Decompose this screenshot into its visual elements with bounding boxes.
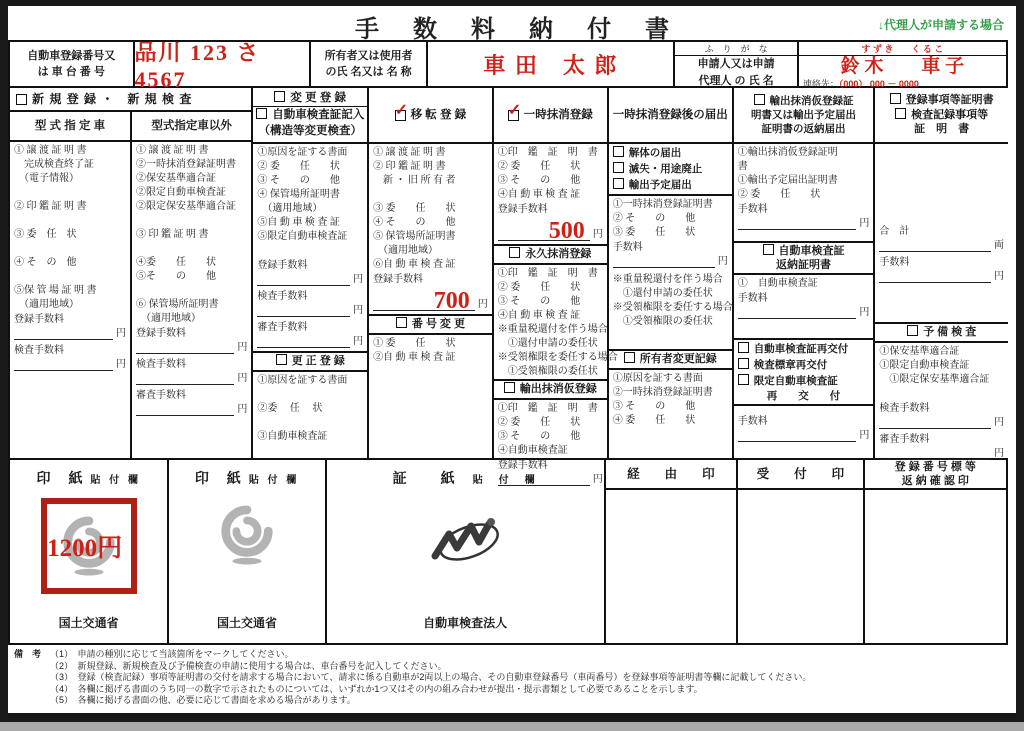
contact-label: 連絡先： (802, 79, 839, 89)
fee-input-line[interactable] (879, 416, 991, 429)
column-post-deletion-notification (609, 88, 734, 458)
fee-label: 手数料 (879, 257, 910, 268)
agent-note: ↓代理人が申請する場合 (877, 18, 1004, 32)
checkbox-icon[interactable] (613, 178, 624, 189)
form-line: （1） 申請の種別に応じて当該箇所をマークしてください。 (50, 649, 294, 659)
form-line: ⑤保 管 場 証 明 書 (14, 285, 97, 296)
fee-field (253, 289, 367, 320)
yen-unit: 円 (477, 299, 488, 310)
form-line (136, 284, 247, 298)
form-line: （5） 各欄に掲げる書面の他、必要に応じて書面を求める場合があります。 (50, 695, 356, 705)
form-line: ③ そ の 他 (497, 175, 581, 186)
fee-field (875, 401, 1008, 432)
form-line: ①限定保安基準適合証 (879, 374, 990, 385)
column-export-certificate-return (734, 88, 876, 458)
section-title: 永久抹消登録 (525, 248, 592, 260)
fee-field (734, 202, 874, 233)
form-line (136, 242, 247, 256)
fee-field (132, 326, 251, 357)
fee-label: 審査手数料 (257, 322, 308, 333)
form-line: ②限定自動車検査証 (136, 187, 226, 198)
checkbox-option[interactable] (613, 177, 728, 193)
section-header-post-deletion (609, 88, 732, 144)
form-line: ⑤自 動 車 検 査 証 (257, 217, 340, 228)
fee-field (609, 240, 732, 271)
checkbox-icon[interactable] (256, 108, 267, 119)
checked-checkbox-icon[interactable] (508, 110, 519, 121)
fee-input-line[interactable] (257, 273, 350, 286)
yen-unit: 円 (592, 229, 603, 240)
checkbox-label: 輸出予定届出 (628, 179, 692, 191)
plate-return-seal-cell (865, 460, 1006, 643)
reception-seal-header: 受 付 印 (738, 460, 863, 490)
fee-field (875, 432, 1008, 463)
scan-edge-strip (0, 722, 1024, 731)
checkbox-icon[interactable] (274, 91, 285, 102)
checkbox-icon[interactable] (504, 382, 515, 393)
form-line: ①受領権限の委任状 (612, 316, 713, 327)
fee-field (734, 414, 874, 445)
yen-unit: 円 (859, 218, 870, 229)
fee-input-line[interactable] (879, 270, 991, 283)
stamp-header: 印 紙 貼 付 欄 (194, 470, 300, 486)
checkbox-label: 滅失・用途廃止 (628, 163, 703, 175)
type-designated-title: 型 式 指 定 車 (10, 112, 132, 140)
section-title: 輸出抹消仮登録証 (769, 94, 854, 107)
mlit-logo-icon (218, 504, 276, 566)
form-line: ※受領権限を委任する場合 (612, 302, 733, 313)
form-line: ①原因を証する書面 (257, 375, 348, 386)
total-input-line[interactable] (879, 239, 991, 252)
certificate-stamp-cell (327, 460, 606, 643)
section-title: 新 規 登 録 ・ 新 規 検 査 (32, 92, 193, 106)
reissue-check-group (734, 338, 874, 406)
form-line (14, 242, 126, 256)
section-title: 変 更 登 録 (290, 91, 346, 104)
applicant-name-label: 申請人又は申請 代理人 の 氏 名 (697, 58, 775, 87)
section-title: 検査記録事項等 (911, 108, 989, 121)
section-header-export-deletion (494, 379, 607, 400)
form-line: （3） 登録（検査記録）事項等証明書の交付を請求する場合において、請求に係る自動車が2両以上の場合、その自動車登録番号（車両番号）を登録事項等証明書等欄に記載してください。 (50, 672, 812, 682)
form-line: ② 印 鑑 証 明 書 (14, 201, 87, 212)
navi-logo-icon (423, 512, 507, 570)
fee-input-line[interactable] (136, 341, 234, 354)
form-line: ③ 委 任 状 (612, 227, 696, 238)
form-line: ④ 委 任 状 (612, 415, 696, 426)
fee-field (875, 255, 1008, 286)
applicant-name-field[interactable]: 鈴 木 車 子 (840, 56, 965, 77)
form-line: ①還付申請の委任状 (612, 288, 713, 299)
form-line: ※受領権限を委任する場合 (497, 352, 618, 363)
fee-label: 検査手数料 (136, 359, 186, 370)
yen-unit: 円 (237, 404, 248, 415)
type-other-title: 型式指定車以外 (151, 120, 232, 132)
checkbox-icon[interactable] (276, 354, 287, 365)
section-subtitle: 返納証明書 (776, 259, 832, 271)
section-title: 更 正 登 録 (291, 355, 345, 367)
form-line: ③ 委 任 状 (14, 229, 77, 240)
yen-unit: 円 (237, 342, 248, 353)
form-line: （電子情報） (14, 173, 79, 184)
form-line: ③ 委 任 状 (373, 203, 456, 214)
form-line (879, 387, 1004, 401)
reissue-wrap-label: 再 交 付 (766, 390, 841, 402)
checkbox-icon[interactable] (624, 352, 635, 363)
stamp-header: 印 紙 貼 付 欄 (36, 470, 141, 486)
checkbox-label: 自動車検査証再交付 (753, 343, 849, 355)
yen-unit: 円 (237, 373, 248, 384)
header-table (8, 39, 1008, 92)
fee-input-line[interactable] (14, 327, 113, 340)
form-line: ② 委 任 状 (737, 189, 821, 200)
section-header-correction (253, 351, 367, 372)
new-reg-body (10, 142, 251, 458)
form-line: ②一時抹消登録証明書 (612, 387, 713, 398)
ryo-unit: 両 (994, 240, 1004, 251)
stamp-org-label: 国土交通省 (58, 616, 119, 630)
section-header-change-registration (253, 88, 367, 144)
form-line: ①輸出予定届出証明書 (737, 175, 838, 186)
form-line: ②委 任 状 (257, 403, 323, 414)
form-line: ⑤そ の 他 (136, 271, 216, 282)
form-line: （適用地域） (257, 203, 323, 214)
fee-label: 手数料 (737, 293, 768, 304)
column-certificates (875, 88, 1008, 458)
checkbox-option[interactable] (613, 145, 728, 161)
fee-field (10, 312, 130, 343)
form-line: ③ そ の 他 (497, 296, 581, 307)
form-line (14, 270, 126, 284)
checkbox-label: 検査標章再交付 (753, 359, 828, 371)
stamp-org-label: 国土交通省 (217, 616, 278, 630)
yen-unit: 円 (353, 274, 364, 285)
form-line (136, 214, 247, 228)
column-change-registration (253, 88, 369, 458)
reg-number-field[interactable]: 品川 123 さ 4567 (135, 42, 311, 86)
via-seal-header: 経 由 印 (606, 460, 736, 490)
fee-input-line[interactable] (738, 429, 857, 442)
owner-name-field[interactable]: 車 田 太 郎 (428, 42, 675, 86)
form-line: ①印 鑑 証 明 書 (497, 147, 598, 158)
handwritten-amount[interactable]: 700 (433, 288, 470, 314)
form-line: ④自 動 車 検 査 証 (497, 310, 581, 321)
checkbox-icon[interactable] (895, 108, 906, 119)
page-title: 手数料納付書 (355, 17, 703, 43)
column-new-registration (10, 88, 253, 458)
form-line: ①受領権限の委任状 (497, 366, 598, 377)
section-title: 移 転 登 録 (410, 109, 467, 121)
reception-seal-cell (738, 460, 865, 643)
revenue-stamp-cell-2 (169, 460, 326, 643)
checkbox-icon[interactable] (396, 317, 407, 328)
section-header-transfer (369, 88, 492, 144)
plate-return-header: 登 録 番 号 標 等 返 納 確 認 印 (865, 460, 1006, 490)
fee-field (494, 202, 607, 244)
fee-input-line[interactable] (136, 372, 234, 385)
furigana-label: ふ り が な (675, 42, 797, 56)
form-line (257, 416, 363, 430)
form-line: ③ そ の 他 (612, 401, 696, 412)
total-field (875, 224, 1008, 255)
fee-label: 審査手数料 (136, 390, 186, 401)
form-line: ⑤限定自動車検査証 (257, 231, 348, 242)
form-line (257, 388, 363, 402)
fee-label: 検査手数料 (257, 291, 308, 302)
section-header-temporary-deletion (494, 88, 607, 144)
notes-lines (50, 649, 811, 707)
fee-label: 登録手数料 (497, 460, 548, 471)
form-line: ①還付申請の委任状 (497, 338, 598, 349)
checkbox-option[interactable] (738, 357, 870, 373)
section-header-permanent-deletion (494, 244, 607, 265)
form-line: ③ そ の 他 (497, 431, 581, 442)
yen-unit: 円 (859, 430, 870, 441)
form-line: ④ 保管場所証明書 (257, 189, 340, 200)
column-temporary-deletion (494, 88, 618, 485)
checkbox-icon[interactable] (16, 94, 27, 105)
checkbox-label: 限定自動車検査証 (753, 375, 838, 387)
checkbox-label: 解体の届出 (628, 147, 682, 159)
fee-input-line[interactable] (738, 217, 857, 230)
notes-section (14, 649, 1010, 707)
stamp-header: 証 紙 貼 付 欄 (392, 470, 538, 486)
fee-label: 登録手数料 (257, 260, 308, 271)
form-line: ※重量税還付を伴う場合 (497, 324, 608, 335)
fee-label: 手数料 (612, 242, 643, 253)
fee-input-line[interactable] (136, 403, 234, 416)
reg-number-label: 自動車登録番号又 は 車 台 番 号 (10, 42, 135, 86)
checkbox-icon[interactable] (754, 94, 765, 105)
form-line: （2） 新規登録、新規検査及び予備検査の申請に使用する場合は、車台番号を記入してください。 (50, 660, 447, 671)
fee-label: 審査手数料 (879, 434, 930, 445)
form-line: ④自動車検査証 (497, 445, 568, 456)
form-line: ① 委 任 状 (373, 338, 456, 349)
section-title: 番 号 変 更 (411, 318, 465, 330)
yen-unit: 円 (859, 307, 870, 318)
fee-label: 検査手数料 (14, 345, 64, 356)
section-header-certificates (875, 88, 1008, 144)
section-header-new-registration (10, 88, 251, 112)
fee-field (369, 272, 492, 314)
type-subheaders (10, 112, 251, 142)
fee-input-line[interactable] (613, 255, 715, 268)
form-line: ③ そ の 他 (257, 175, 340, 186)
form-line: （適用地域） (14, 299, 79, 310)
checkbox-option[interactable] (738, 341, 870, 357)
section-title: 一時抹消登録後の届出 (612, 109, 728, 121)
fee-label: 登録手数料 (497, 204, 548, 215)
form-line: 新 ・ 旧 所 有 者 (373, 175, 456, 186)
section-header-preliminary-inspection (875, 322, 1008, 343)
owner-name-label: 所有者又は使用者 の氏 名又は 名 称 (311, 42, 429, 86)
stamp-amount: 1200円 (47, 535, 123, 562)
fee-label: 手数料 (737, 204, 768, 215)
form-line: ①印 鑑 証 明 書 (497, 268, 598, 279)
fee-label: 登録手数料 (373, 274, 424, 285)
section-title: 登録事項等証明書 (905, 93, 994, 106)
form-line: ① 譲 渡 証 明 書 (14, 145, 87, 156)
form-line: ① 譲 渡 証 明 書 (373, 147, 446, 158)
form-line: ② 印 鑑 証 明 書 (373, 161, 446, 172)
checkbox-icon[interactable] (890, 93, 901, 104)
checked-checkbox-icon[interactable] (395, 110, 406, 121)
section-title: 所有者変更記録 (639, 353, 717, 365)
revenue-stamp-cell-1 (10, 460, 169, 643)
checkbox-icon[interactable] (738, 342, 749, 353)
form-line: ①保安基準適合証 (879, 346, 960, 357)
section-subtitle: 証 明 書 (914, 123, 970, 136)
type-other-cell (132, 142, 251, 458)
form-line: 完成検査終了証 (14, 159, 94, 170)
checkbox-option[interactable] (738, 373, 870, 389)
form-line: ② 委 任 状 (257, 161, 340, 172)
section-title: 自動車検査証記入 (272, 109, 365, 122)
form-line: ② そ の 他 (612, 213, 696, 224)
form-line: ⑥自 動 車 検 査 証 (373, 259, 456, 270)
section-title: 自動車検査証 (778, 245, 845, 257)
fee-input-line[interactable] (738, 306, 857, 319)
fee-field (10, 343, 130, 374)
section-title: 明書又は輸出予定届出 (751, 108, 857, 121)
section-header-inspection-cert-return (734, 241, 874, 275)
form-line: ④ そ の 他 (14, 257, 77, 268)
section-header-number-change (369, 314, 492, 335)
fee-field (253, 320, 367, 351)
stamp-row (8, 460, 1008, 645)
paper-sheet (8, 6, 1016, 713)
form-line: ①原因を証する書面 (612, 373, 703, 384)
fee-field (132, 357, 251, 388)
checkbox-option[interactable] (613, 161, 728, 177)
form-line: ②限定保安基準適合証 (136, 201, 236, 212)
fee-label: 検査手数料 (879, 403, 930, 414)
yen-unit: 円 (592, 474, 603, 485)
notes-label: 備 考 (14, 649, 42, 659)
fee-field (132, 388, 251, 419)
form-line: ①印 鑑 証 明 書 (497, 403, 598, 414)
section-subtitle: （構造等変更検査） (258, 124, 362, 137)
column-transfer-registration (369, 88, 494, 458)
form-line: ② 委 任 状 (497, 417, 581, 428)
form-line: （適用地域） (136, 313, 201, 324)
checkbox-icon[interactable] (763, 244, 774, 255)
contact-number: （000） 000 － 0000 (838, 79, 919, 89)
checkbox-icon[interactable] (613, 146, 624, 157)
checkbox-icon[interactable] (613, 162, 624, 173)
form-line: ②一時抹消登録証明書 (136, 159, 236, 170)
form-line: ① 自動車検査証 (737, 278, 818, 289)
yen-unit: 円 (116, 359, 126, 370)
section-title: 予 備 検 査 (923, 326, 977, 338)
fee-label: 手数料 (737, 416, 768, 427)
checkbox-icon[interactable] (509, 247, 520, 258)
fee-field (253, 258, 367, 289)
checkbox-icon[interactable] (738, 374, 749, 385)
yen-unit: 円 (353, 336, 364, 347)
section-title: 一時抹消登録 (523, 109, 593, 121)
yen-unit: 円 (994, 271, 1004, 282)
form-line: ④委 任 状 (136, 257, 216, 268)
fee-label: 登録手数料 (14, 314, 64, 325)
form-line: ②保安基準適合証 (136, 173, 216, 184)
form-line: ①輸出抹消仮登録証明 (737, 147, 838, 158)
fee-input-line[interactable] (257, 304, 350, 317)
fee-input-line[interactable] (14, 358, 113, 371)
form-line: 書 (737, 161, 748, 172)
yen-unit: 円 (116, 328, 126, 339)
checkbox-icon[interactable] (738, 358, 749, 369)
stamp-org-label: 自動車検査法人 (423, 616, 508, 630)
form-line: ⑤ 保管場所証明書 (373, 231, 456, 242)
form-line: ④ そ の 他 (373, 217, 456, 228)
form-line (257, 244, 363, 258)
form-line: （適用地域） (373, 245, 439, 256)
applicant-label-cell (675, 42, 799, 86)
form-line: （4） 各欄に掲げる書面のうち同一の数字で示されたものについては、いずれか1つ又はその内の組み合わせが提出・提示書類として必要であることを示します。 (50, 683, 703, 694)
form-line (14, 214, 126, 228)
form-line: ①限定自動車検査証 (879, 360, 970, 371)
section-header-export-return (734, 88, 874, 144)
section-title: 輸出抹消仮登録 (519, 383, 597, 395)
furigana-field[interactable]: す ず き く る こ (799, 42, 1006, 56)
section-header-owner-change-record (609, 349, 732, 370)
form-line: ⑥ 保管場所証明書 (136, 299, 219, 310)
form-line: ① 譲 渡 証 明 書 (136, 145, 209, 156)
affixed-stamp (41, 498, 137, 594)
form-line (14, 186, 126, 200)
handwritten-amount[interactable]: 500 (548, 218, 585, 244)
via-seal-cell (606, 460, 738, 643)
yen-unit: 円 (994, 448, 1004, 459)
section-title: 証明書の返納届出 (761, 123, 846, 136)
yen-unit: 円 (717, 256, 728, 267)
form-line: ④自 動 車 検 査 証 (497, 189, 581, 200)
form-line: ③ 印 鑑 証 明 書 (136, 229, 209, 240)
yen-unit: 円 (353, 305, 364, 316)
form-line: ①一時抹消登録証明書 (612, 199, 713, 210)
type-designated-cell (10, 142, 132, 458)
form-line: ② 委 任 状 (497, 161, 581, 172)
total-label: 合 計 (879, 226, 910, 237)
applicant-value-cell (799, 42, 1006, 89)
fee-field (734, 291, 874, 322)
form-line: ③自動車検査証 (257, 431, 328, 442)
form-line: ②自 動 車 検 査 証 (373, 352, 456, 363)
form-line: ② 委 任 状 (497, 282, 581, 293)
fee-input-line[interactable] (879, 447, 991, 460)
form-line (373, 188, 488, 202)
form-line: ①原因を証する書面 (257, 147, 348, 158)
form-line: ※重量税還付を伴う場合 (612, 274, 723, 285)
fee-label: 登録手数料 (136, 328, 186, 339)
yen-unit: 円 (994, 417, 1004, 428)
fee-input-line[interactable] (257, 335, 350, 348)
checkbox-icon[interactable] (907, 325, 918, 336)
